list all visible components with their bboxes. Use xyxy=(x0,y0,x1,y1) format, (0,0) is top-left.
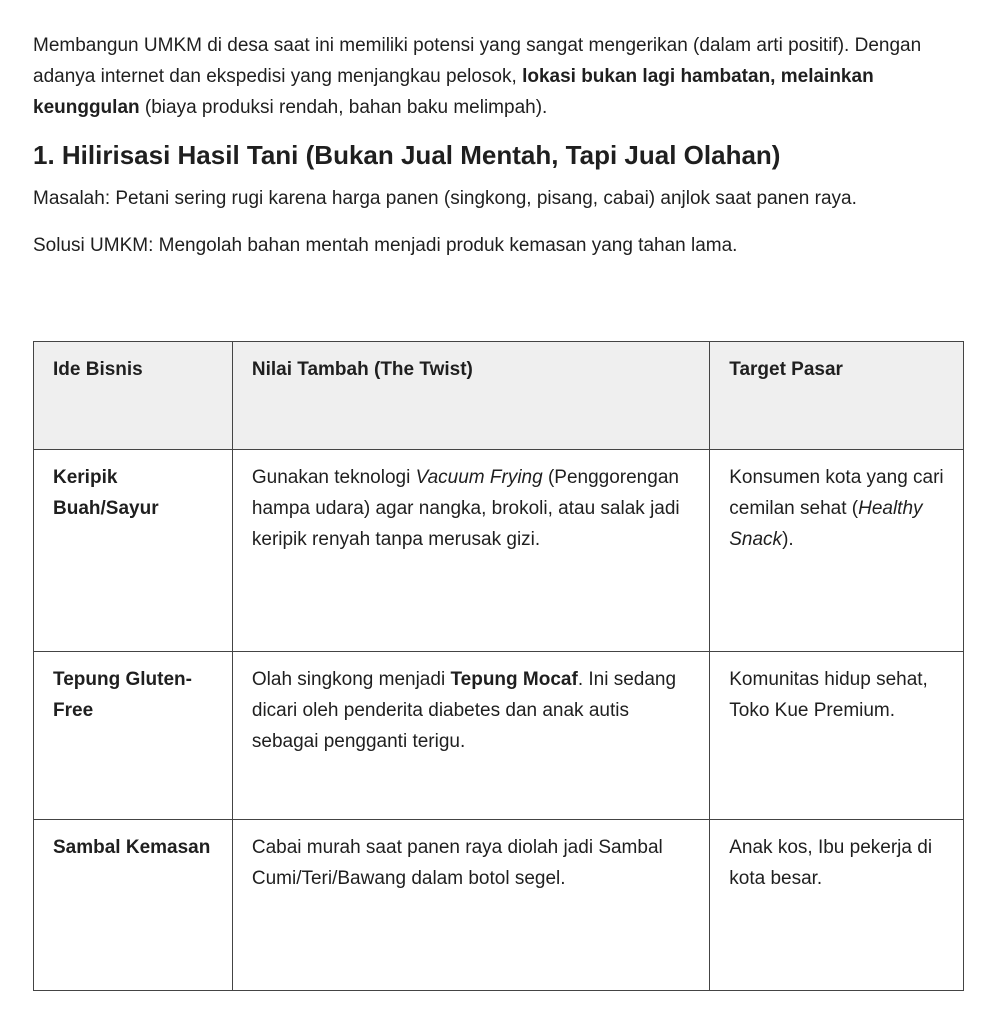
table-row xyxy=(34,652,964,820)
problem-paragraph: Masalah: Petani sering rugi karena harga panen (singkong, pisang, cabai) anjlok saat panen raya. xyxy=(33,188,857,209)
value-text: Olah singkong menjadi xyxy=(251,669,451,690)
target-text-end: ). xyxy=(782,529,794,550)
header-idea: Ide Bisnis xyxy=(34,342,233,450)
value-cell: Cabai murah saat panen raya diolah jadi Sambal Cumi/Teri/Bawang dalam botol segel. xyxy=(232,820,709,991)
table-header-row xyxy=(34,342,964,450)
idea-cell: Tepung Gluten-Free xyxy=(34,652,233,820)
target-cell: Komunitas hidup sehat, Toko Kue Premium. xyxy=(710,652,964,820)
business-ideas-table xyxy=(33,341,964,991)
value-text-end: (Penggorengan hampa udara) agar nangka, brokoli, atau salak jadi keripik renyah tanpa merusak gizi. xyxy=(251,467,680,550)
intro-text-end: (biaya produksi rendah, bahan baku melimpah). xyxy=(139,97,548,118)
intro-text: Membangun UMKM di desa saat ini memiliki potensi yang sangat mengerikan (dalam arti positif). Dengan adanya internet dan ekspedisi yang menjangkau pelosok, xyxy=(33,35,922,87)
idea-cell: Keripik Buah/Sayur xyxy=(34,450,233,652)
table-row xyxy=(34,820,964,991)
target-italic: Healthy Snack xyxy=(729,498,923,550)
document-body xyxy=(33,30,968,261)
value-cell xyxy=(232,450,709,652)
value-bold: Tepung Mocaf xyxy=(450,669,578,690)
target-text: Konsumen kota yang cari cemilan sehat ( xyxy=(729,467,944,519)
header-target: Target Pasar xyxy=(710,342,964,450)
header-value: Nilai Tambah (The Twist) xyxy=(232,342,709,450)
idea-cell: Sambal Kemasan xyxy=(34,820,233,991)
intro-paragraph xyxy=(33,30,968,123)
target-cell: Anak kos, Ibu pekerja di kota besar. xyxy=(710,820,964,991)
solution-paragraph: Solusi UMKM: Mengolah bahan mentah menjadi produk kemasan yang tahan lama. xyxy=(33,235,738,256)
target-cell xyxy=(710,450,964,652)
intro-bold-text: lokasi bukan lagi hambatan, melainkan keunggulan xyxy=(33,66,874,118)
section-heading: 1. Hilirisasi Hasil Tani (Bukan Jual Mentah, Tapi Jual Olahan) xyxy=(33,140,781,170)
value-cell xyxy=(232,652,709,820)
table-row xyxy=(34,450,964,652)
value-text: Gunakan teknologi xyxy=(251,467,416,488)
value-italic: Vacuum Frying xyxy=(415,467,543,488)
value-text-end: . Ini sedang dicari oleh penderita diabetes dan anak autis sebagai pengganti terigu. xyxy=(251,669,677,752)
